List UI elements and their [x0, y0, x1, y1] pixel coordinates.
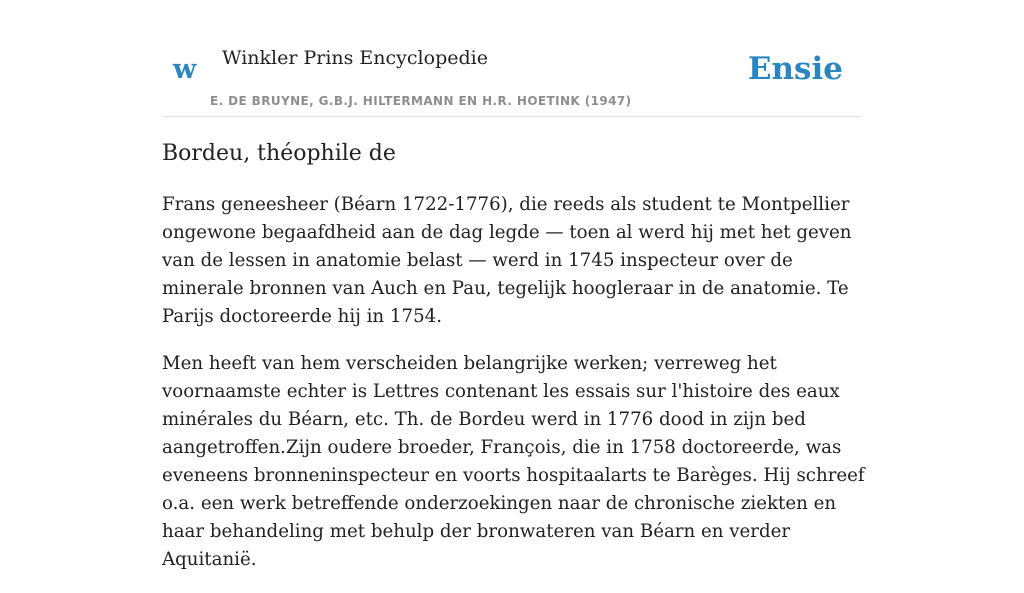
ensie-brand-logo[interactable]: Ensie	[747, 51, 843, 87]
article	[162, 136, 866, 593]
article-paragraph: Men heeft van hem verscheiden belangrijke werken; verreweg het voornaamste echter is Lettres contenant les essais sur l'histoire des eaux minérales du Béarn, etc. Th. de Bordeu werd in 1776 dood in zijn bed aangetroffen.Zijn oudere broeder, François, die in 1758 doctoreerde, was eveneens bronneninspecteur en voorts hospitaalarts te Barèges. Hij schreef o.a. een werk betreffende onderzoekingen naar de chronische ziekten en haar behandeling met behulp der bronwateren van Béarn en verder Aquitanië.	[162, 353, 865, 570]
article-paragraph: Frans geneesheer (Béarn 1722-1776), die reeds als student te Montpellier ongewone begaafdheid aan de dag legde — toen al werd hij met het geven van de lessen in anatomie belast — werd in 1745 inspecteur over de minerale bronnen van Auch en Pau, tegelijk hoogleraar in de anatomie. Te Parijs doctoreerde hij in 1754.	[162, 194, 852, 327]
encyclopedia-logo[interactable]: w	[173, 54, 197, 85]
header	[162, 0, 862, 117]
article-title: Bordeu, théophile de	[162, 141, 396, 166]
source-authors: E. DE BRUYNE, G.B.J. HILTERMANN EN H.R. HOETINK (1947)	[210, 94, 632, 108]
source-title[interactable]: Winkler Prins Encyclopedie	[222, 47, 488, 69]
